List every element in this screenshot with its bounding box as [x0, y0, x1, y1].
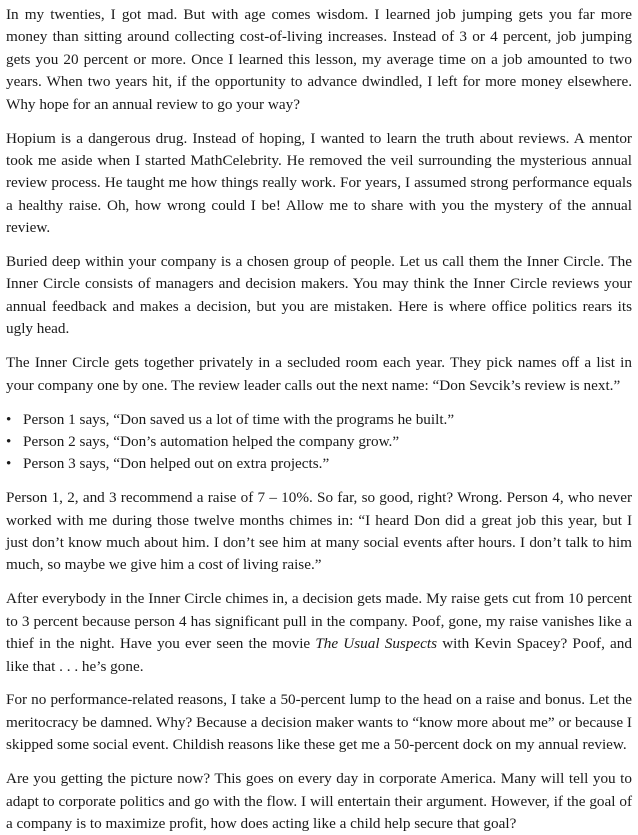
paragraph-decision-before: After everybody in the Inner Circle chimes in, a decision gets made. My raise gets cut from 10 percent to 3 percent because person 4 has significant pull in the company. Poof, gone, my raise vanishes like a thief in the night. Have you ever seen the movie [6, 590, 632, 653]
paragraph-inner-circle: Buried deep within your company is a chosen group of people. Let us call them the Inner Circle. The Inner Circle consists of managers and decision makers. You may think the Inner Circle reviews your annual feedback and makes a decision, but you are mistaken. Here is where office politics rears its ugly head. [6, 253, 632, 338]
list-item [6, 409, 632, 431]
paragraph-hopium: Hopium is a dangerous drug. Instead of hoping, I wanted to learn the truth about reviews. A mentor took me aside when I started MathCelebrity. He removed the veil surrounding the mysterious annual review process. He taught me how things really work. For years, I assumed strong performance equals a healthy raise. Oh, how wrong could I be! Allow me to share with you the mystery of the annual review. [6, 129, 632, 237]
paragraph-review-meeting: The Inner Circle gets together privately in a secluded room each year. They pick names off a list in your company one by one. The review leader calls out the next name: “Don Sevcik’s review is next.” [6, 354, 632, 394]
paragraph-raise-recommendation: Person 1, 2, and 3 recommend a raise of 7 – 10%. So far, so good, right? Wrong. Person 4, who never worked with me during those twelve months chimes in: “I heard Don did a great job this year, but I just don’t know much about him. I don’t see him at many social events after hours. I don’t talk to him much, so maybe we give him a cost of living raise.” [6, 489, 632, 574]
paragraph-corporate-america: Are you getting the picture now? This goes on every day in corporate America. Many will tell you to adapt to corporate politics and go with the flow. I will entertain their argument. However, if the goal of a company is to maximize profit, how does acting like a child help secure that goal? [6, 770, 632, 832]
movie-title: The Usual Suspects [315, 635, 438, 653]
list-item [6, 431, 632, 453]
paragraph-decision [6, 588, 632, 678]
list-item-text: Person 1 says, “Don saved us a lot of time with the programs he built.” [23, 410, 455, 428]
list-item [6, 453, 632, 475]
bullet-list [6, 409, 632, 476]
bullet-icon: • [6, 432, 12, 450]
list-item-text: Person 3 says, “Don helped out on extra projects.” [23, 455, 330, 473]
bullet-icon: • [6, 410, 12, 428]
paragraph-job-jumping: In my twenties, I got mad. But with age comes wisdom. I learned job jumping gets you far more money than sitting around collecting cost-of-living increases. Instead of 3 or 4 percent, job jumping gets you 20 percent or more. Once I learned this lesson, my average time on a job amounted to two years. When two years hit, if the opportunity to advance dwindled, I left for more money elsewhere. Why hope for an annual review to go your way? [6, 6, 632, 113]
bullet-icon: • [6, 455, 12, 473]
paragraph-lump: For no performance-related reasons, I take a 50-percent lump to the head on a raise and bonus. Let the meritocracy be damned. Why? Because a decision maker wants to “know more about me” or because I skipped some social event. Childish reasons like these get me a 50-percent dock on my annual review. [6, 691, 632, 754]
list-item-text: Person 2 says, “Don’s automation helped the company grow.” [23, 432, 400, 450]
document-page [6, 4, 632, 835]
paragraph-decision-after: with Kevin Spacey? Poof, and like that . . . he’s gone. [6, 635, 632, 675]
